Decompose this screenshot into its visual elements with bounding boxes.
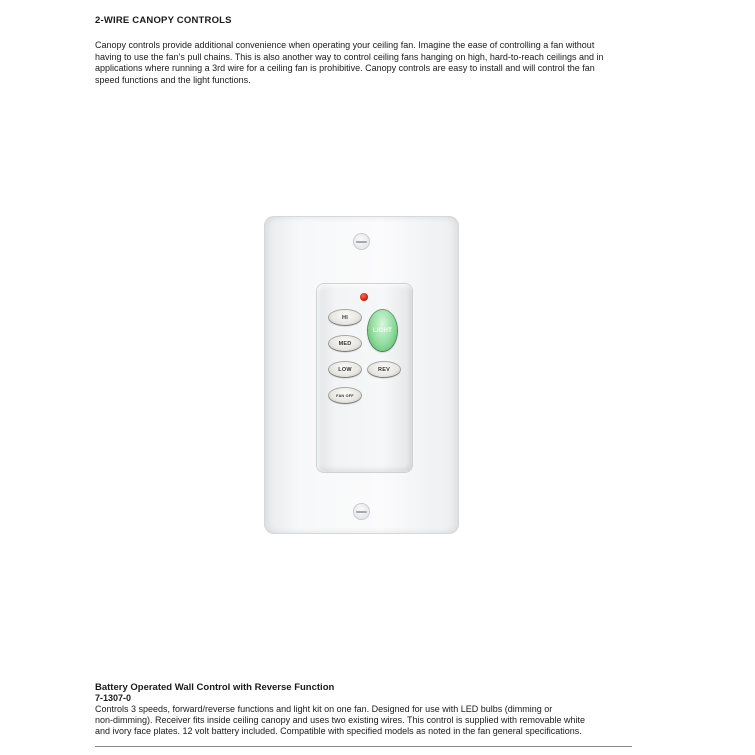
description-line: and ivory face plates. 12 volt battery included. Compatible with specified models as noted in the fan general specifications. xyxy=(95,725,582,736)
intro-line: speed functions and the light functions. xyxy=(95,74,251,85)
bottom-screw-icon xyxy=(354,504,369,519)
fan-off-button: FAN OFF xyxy=(329,388,361,403)
divider-rule xyxy=(95,746,632,747)
section-heading: 2-WIRE CANOPY CONTROLS xyxy=(95,15,232,26)
indicator-led xyxy=(360,293,368,301)
light-button: LIGHT xyxy=(368,310,397,351)
intro-line: having to use the fan’s pull chains. This is also another way to control ceiling fans hanging on high, hard-to-reach ceilings and in xyxy=(95,51,604,62)
med-button: MED xyxy=(329,336,361,351)
control-faceplate xyxy=(317,284,412,472)
product-description xyxy=(95,704,640,736)
description-line: Controls 3 speeds, forward/reverse functions and light kit on one fan. Designed for use with LED bulbs (dimming or xyxy=(95,704,553,714)
hi-button: HI xyxy=(329,310,361,325)
intro-line: applications where running a 3rd wire for a ceiling fan is prohibitive. Canopy controls are easy to install and will control the fan xyxy=(95,63,595,73)
intro-paragraph xyxy=(95,40,640,86)
description-line: non-dimming). Receiver fits inside ceiling canopy and uses two existing wires. This control is supplied with removable white xyxy=(95,714,586,725)
product-code: 7-1307-0 xyxy=(95,693,132,703)
product-title: Battery Operated Wall Control with Reverse Function xyxy=(95,682,335,693)
intro-line: Canopy controls provide additional convenience when operating your ceiling fan. Imagine the ease of controlling a fan without xyxy=(95,40,595,50)
rev-button: REV xyxy=(368,362,400,377)
top-screw-icon xyxy=(354,234,369,249)
low-button: LOW xyxy=(329,362,361,377)
wall-control-image xyxy=(264,216,459,534)
